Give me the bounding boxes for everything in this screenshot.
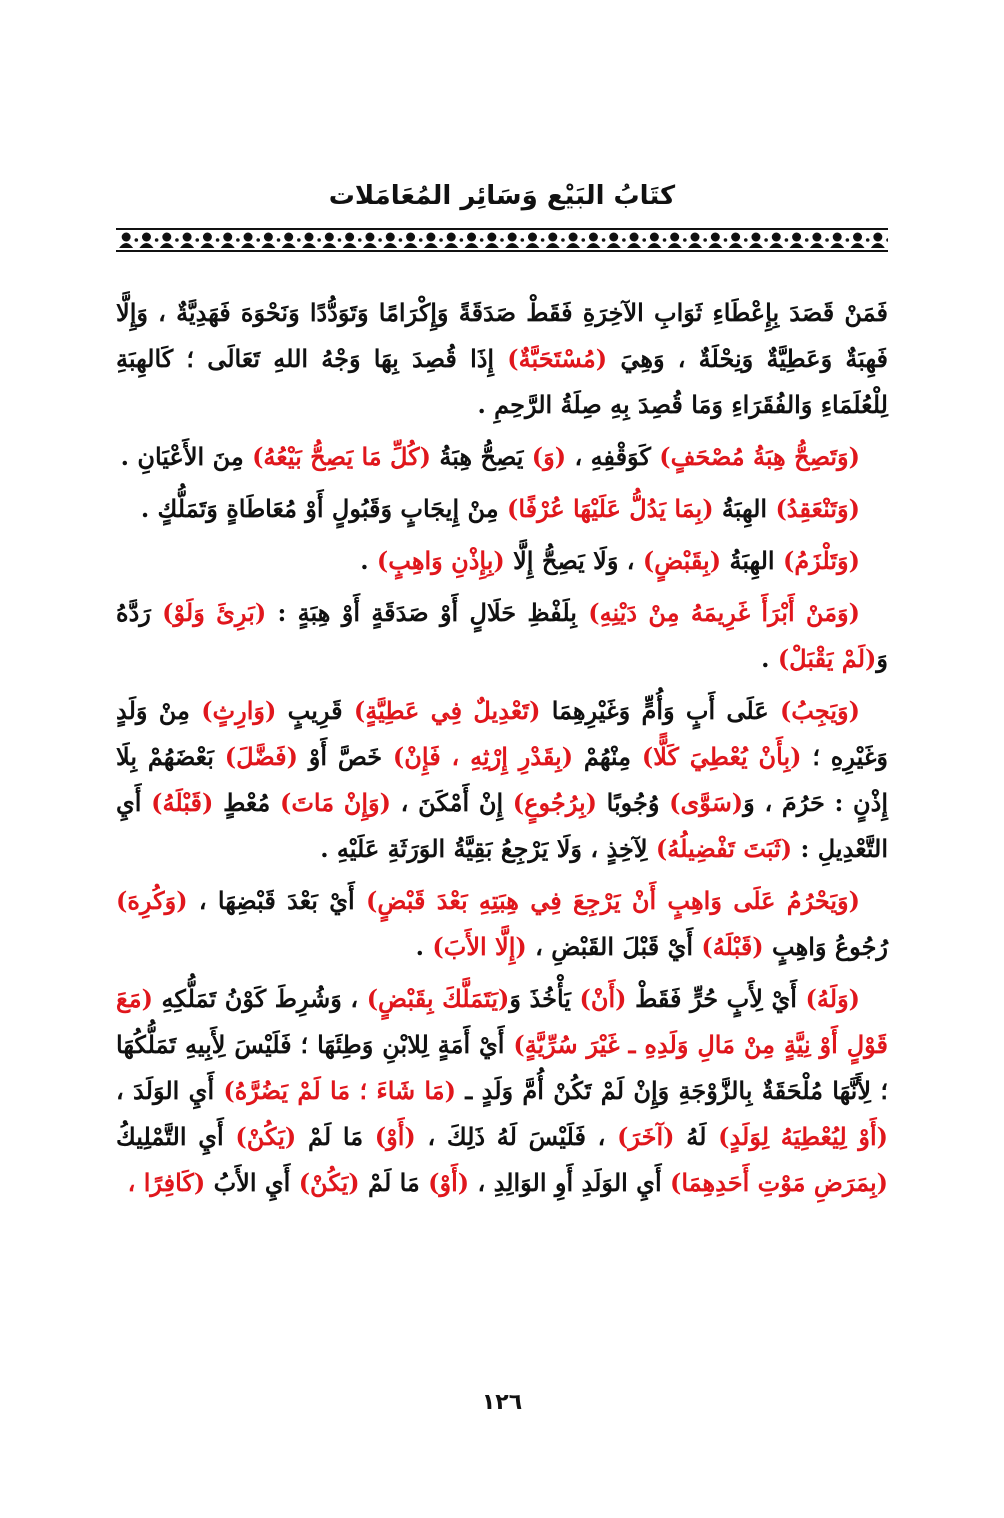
ornament-motif: [607, 233, 626, 249]
ornament-motif: [119, 233, 138, 249]
ornament-motif: [383, 233, 402, 249]
ornament-motif: [647, 233, 666, 249]
matn-text: (وَيَحْرُمُ عَلَى وَاهِبٍ أَنْ يَرْجِعَ فِي هِبَتِهِ بَعْدَ قَبْضٍ): [366, 886, 860, 915]
ornament-motif: [180, 233, 199, 249]
sharh-text: عَلَى أَبٍ وَأُمٍّ وَغَيْرِهِمَا: [540, 696, 780, 725]
sharh-text: أَيِ الأَبُ: [205, 1168, 299, 1197]
matn-text: (يَتَمَلَّكَ بِقَبْضٍ): [366, 984, 510, 1013]
matn-text: (بِرُجُوعٍ): [512, 788, 597, 817]
matn-text: (وَتَلْزَمُ): [782, 546, 860, 575]
matn-text: (سَوَّى): [669, 788, 744, 817]
matn-text: (بِمَا يَدُلُّ عَلَيْهَا عُرْفًا): [506, 494, 714, 523]
matn-text: (وَكُرِهَ): [116, 886, 188, 915]
matn-text: (أَوْ): [374, 1122, 416, 1151]
ornament-motif: [485, 233, 504, 249]
matn-text: (فَضَّلَ): [224, 742, 298, 771]
matn-text: (بِأَنْ يُعْطِيَ كَلًّا): [641, 742, 802, 771]
text-paragraph: [116, 538, 888, 584]
sharh-text: مَا لَمْ: [359, 1168, 429, 1197]
ornament-motif: [505, 233, 524, 249]
sharh-text: .: [761, 644, 778, 673]
sharh-text: ، وَشُرِطَ كَوْنُ تَمَلُّكِهِ: [152, 984, 367, 1013]
matn-text: (وَارِثٍ): [201, 696, 277, 725]
ornament-motif: [830, 233, 849, 249]
matn-text: (قَبْلَهُ): [701, 932, 764, 961]
matn-text: (كُلِّ مَا يَصِحُّ بَيْعُهُ): [252, 442, 431, 471]
page-header: [116, 176, 888, 216]
sharh-text: أَيِ التَّمْلِيكُ: [116, 1122, 236, 1151]
matn-text: (وَتَنْعَقِدُ): [775, 494, 860, 523]
ornament-motif: [851, 233, 870, 249]
ornament-motif: [749, 233, 768, 249]
sharh-text: مَا لَمْ: [296, 1122, 375, 1151]
matn-text: (تَعْدِيلٌ فِي عَطِيَّةٍ): [353, 696, 541, 725]
matn-text: (إِلَّا الأَبَ): [432, 932, 527, 961]
ornament-motif: [160, 233, 179, 249]
sharh-text: أَيْ بَعْدَ قَبْضِهَا ،: [187, 886, 366, 915]
matn-text: (وَ): [531, 442, 567, 471]
sharh-text: مِنْهُمْ: [573, 742, 642, 771]
ornament-motif: [363, 233, 382, 249]
ornament-motif: [790, 233, 809, 249]
ornament-motif: [546, 233, 565, 249]
sharh-text: .: [360, 546, 377, 575]
ornament-motif: [139, 233, 158, 249]
ornament-motif: [221, 233, 240, 249]
ornament-motif: [525, 233, 544, 249]
sharh-text: الهِبَةُ: [721, 546, 783, 575]
matn-text: (قَبْلَهُ): [151, 788, 214, 817]
ornament-motif: [668, 233, 687, 249]
text-paragraph: [116, 486, 888, 532]
sharh-text: كَوَقْفِهِ ،: [566, 442, 660, 471]
sharh-text: .: [415, 932, 433, 961]
ornament-motif: [810, 233, 829, 249]
ornament-motif: [871, 233, 888, 249]
text-paragraph: [116, 878, 888, 970]
matn-text: (ثَبَتَ تَفْضِيلُهُ): [655, 834, 793, 863]
sharh-text: أَيْ قَبْلَ القَبْضِ ،: [526, 932, 702, 961]
matn-text: (وَإِنْ مَاتَ): [279, 788, 391, 817]
ornament-motif: [465, 233, 484, 249]
matn-text: (وَيَجِبُ): [779, 696, 860, 725]
ornament-motif: [566, 233, 585, 249]
matn-text: (بَرِئَ وَلَوْ): [162, 598, 267, 627]
sharh-text: أَيِ الوَلَدِ أَوِ الوَالِدِ ،: [469, 1168, 670, 1197]
ornament-motif: [261, 233, 280, 249]
sharh-text: يَصِحُّ هِبَةُ: [430, 442, 532, 471]
sharh-text: الهِبَةُ: [713, 494, 776, 523]
matn-text: (وَمَنْ أَبْرَأَ غَرِيمَهُ مِنْ دَيْنِهِ): [588, 598, 860, 627]
text-paragraph: [116, 290, 888, 428]
text-paragraph: [116, 976, 888, 1206]
matn-text: (يَكُنْ): [235, 1122, 297, 1151]
ornament-motif: [343, 233, 362, 249]
matn-text: (مُسْتَحَبَّةٌ): [507, 344, 608, 373]
sharh-text: رَدَّهُ وَ: [116, 598, 888, 673]
main-text: [116, 290, 888, 1212]
sharh-text: وُجُوبًا: [596, 788, 670, 817]
ornament-motif: [708, 233, 727, 249]
ornament-motif: [729, 233, 748, 249]
matn-text: (بِإِذْنِ وَاهِبٍ): [376, 546, 505, 575]
text-paragraph: [116, 434, 888, 480]
text-paragraph: [116, 688, 888, 872]
matn-text: (لَمْ يَقْبَلْ): [777, 644, 877, 673]
sharh-text: يَأْخُذَ وَ: [509, 984, 580, 1013]
matn-text: (يَكُنْ): [298, 1168, 360, 1197]
sharh-text: أَيِ الوَلَدَ ،: [116, 1076, 224, 1105]
sharh-text: ، فَلَيْسَ لَهُ ذَلِكَ ،: [415, 1122, 618, 1151]
matn-text: (أَنْ): [579, 984, 627, 1013]
sharh-text: إِذَا قُصِدَ بِهَا وَجْهُ اللهِ تَعَالَى ؛ كَالهِبَةِ لِلْعُلَمَاءِ وَالفُقَرَاءِ وَمَا قُصِدَ بِهِ صِلَةُ الرَّحِمِ .: [116, 344, 888, 419]
sharh-text: لِآخِذٍ ، وَلَا يَرْجِعُ بَقِيَّةُ الوَرَثَةِ عَلَيْهِ .: [320, 834, 656, 863]
ornament-motif: [586, 233, 605, 249]
sharh-text: فَمَنْ قَصَدَ بِإِعْطَاءِ ثَوَابِ الآخِرَةِ فَقَطْ صَدَقَةً وَإِكْرَامًا وَتَوَدُّدًا وَنَحْوَهَ فَهَدِيَّةٌ ، وَإِلَّا فَهِبَةٌ وَعَطِيَّةٌ وَنِحْلَةٌ ، وَهِيَ: [116, 298, 888, 373]
sharh-text: بَعْضَهُمْ بِلَا إِذْنٍ : حَرُمَ ، وَ: [116, 742, 888, 817]
sharh-text: أَيِ التَّعْدِيلِ :: [116, 788, 888, 863]
text-paragraph: [116, 590, 888, 682]
sharh-text: مِنَ الأَعْيَانِ .: [120, 442, 253, 471]
matn-text: (آخَرَ): [617, 1122, 675, 1151]
ornament-motif: [769, 233, 788, 249]
sharh-text: رُجُوعُ وَاهِبٍ: [763, 932, 888, 961]
sharh-text: أَيْ لِأَبٍ حُرٍّ فَقَطْ: [626, 984, 806, 1013]
sharh-text: مِنْ إِيجَابٍ وَقَبُولٍ أَوْ مُعَاطَاةٍ وَتَمَلُّكٍ .: [140, 494, 507, 523]
ornament-motif: [200, 233, 219, 249]
chapter-title: كتَابُ البَيْع وَسَائِر المُعَامَلات: [328, 181, 676, 211]
ornament-motif: [322, 233, 341, 249]
ornament-motif: [282, 233, 301, 249]
matn-text: (أَوْ): [428, 1168, 470, 1197]
ornament-motif: [424, 233, 443, 249]
matn-text: (مَعَ قَوْلٍ أَوْ نِيَّةٍ مِنْ مَالِ وَلَدِهِ ـ غَيْرَ سُرِّيَّةٍ): [116, 984, 888, 1059]
sharh-text: ، وَلَا يَصِحُّ إِلَّا: [504, 546, 643, 575]
sharh-text: مِنْ وَلَدٍ وَغَيْرِهِ ؛: [116, 696, 888, 771]
ornament-motif: [444, 233, 463, 249]
ornament-motif: [302, 233, 321, 249]
ornament-motif: [688, 233, 707, 249]
matn-text: (بِقَدْرِ إِرْثِهِ ، فَإِنْ): [392, 742, 574, 771]
ornament-motif: [404, 233, 423, 249]
matn-text: (بِمَرَضِ مَوْتِ أَحَدِهِمَا): [669, 1168, 888, 1197]
matn-text: (كَافِرًا ،: [127, 1168, 206, 1197]
ornament-motif: [627, 233, 646, 249]
page-number: ١٢٦: [481, 1390, 523, 1415]
matn-text: (أَوْ لِيُعْطِيَهُ لِوَلَدٍ): [718, 1122, 888, 1151]
sharh-text: إِنْ أَمْكَنَ ،: [391, 788, 513, 817]
sharh-text: قَرِيبٍ: [276, 696, 354, 725]
sharh-text: بِلَفْظِ حَلَالٍ أَوْ صَدَقَةٍ أَوْ هِبَةٍ :: [266, 598, 589, 627]
matn-text: (مَا شَاءَ ؛ مَا لَمْ يَضُرَّهُ): [223, 1076, 456, 1105]
floral-border-icon: [116, 226, 888, 254]
sharh-text: أَيْ أَمَةٍ لِلابْنِ وَطِئَهَا ؛ فَلَيْسَ لِأَبِيهِ تَمَلُّكُهَا ؛ لِأَنَّهَا مُلْحَقَةٌ بِالزَّوْجَةِ وَإِنْ لَمْ تَكُنْ أُمَّ وَلَدٍ ـ: [116, 1030, 888, 1105]
matn-text: (بِقَبْضٍ): [642, 546, 722, 575]
sharh-text: لَهُ: [674, 1122, 719, 1151]
ornament-motif: [241, 233, 260, 249]
sharh-text: مُعْطٍ: [213, 788, 280, 817]
matn-text: (وَتَصِحُّ هِبَةُ مُصْحَفٍ): [659, 442, 860, 471]
sharh-text: خَصَّ أَوْ: [297, 742, 393, 771]
matn-text: (وَلَهُ): [805, 984, 861, 1013]
